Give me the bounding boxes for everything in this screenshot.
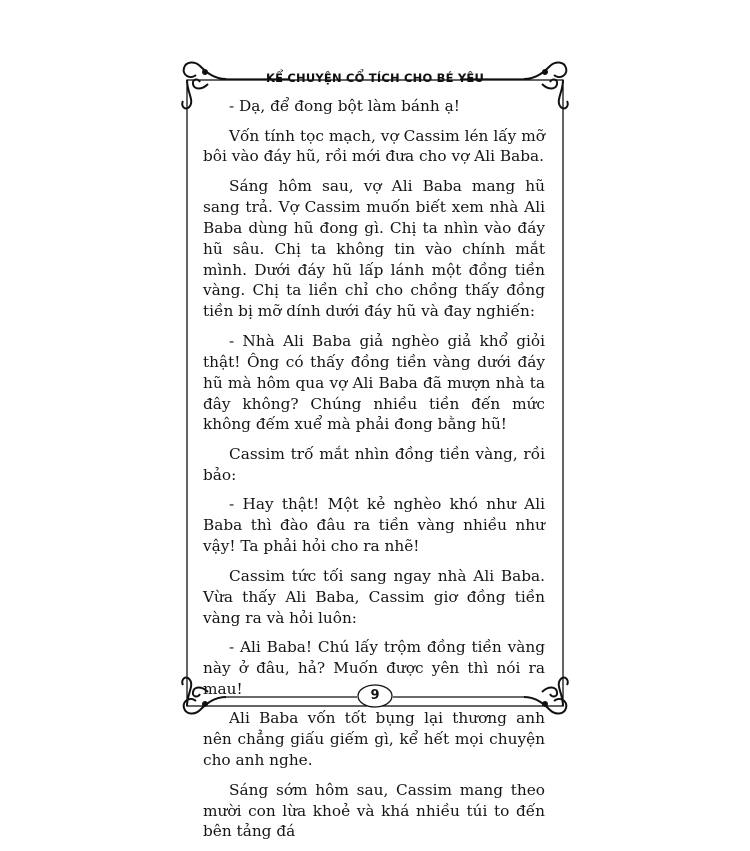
paragraph: - Dạ, để đong bột làm bánh ạ! <box>229 97 460 115</box>
paragraph: Sáng hôm sau, vợ Ali Baba mang hũ sang trả. Vợ Cassim muốn biết xem nhà Ali Baba dùng hũ đong gì. Chị ta nhìn vào đáy hũ sâu. Chị ta không tin vào chính mắt mình. Dưới đáy hũ lấp lánh một đồng tiền vàng. Chị ta liền chỉ cho chồng thấy đồng tiền bị mỡ dính dưới đáy hũ và đay nghiến: <box>203 176 545 321</box>
paragraph: Ali Baba vốn tốt bụng lại thương anh nên chẳng giấu giếm gì, kể hết mọi chuyện cho anh nghe. <box>203 709 545 770</box>
paragraph: - Nhà Ali Baba giả nghèo giả khổ giỏi thật! Ông có thấy đồng tiền vàng dưới đáy hũ mà hôm qua vợ Ali Baba đã mượn nhà ta đây không? Chúng nhiều tiền đến mức không đếm xuể mà phải đong bằng hũ! <box>203 331 545 434</box>
page-number: 9 <box>370 688 380 703</box>
paragraph: - Ali Baba! Chú lấy trộm đồng tiền vàng này ở đâu, hả? Muốn được yên thì nói ra mau! <box>203 638 545 698</box>
paragraph: Cassim tức tối sang ngay nhà Ali Baba. Vừa thấy Ali Baba, Cassim giơ đồng tiền vàng ra và hỏi luôn: <box>203 566 545 627</box>
paragraph: Vốn tính tọc mạch, vợ Cassim lén lấy mỡ bôi vào đáy hũ, rồi mới đưa cho vợ Ali Baba. <box>203 126 545 166</box>
paragraph: Cassim trố mắt nhìn đồng tiền vàng, rồi bảo: <box>203 444 545 484</box>
story-text <box>203 96 545 851</box>
running-header: KỂ CHUYỆN CỔ TÍCH CHO BÉ YÊU <box>266 71 484 85</box>
paragraph: Sáng sớm hôm sau, Cassim mang theo mười con lừa khoẻ và khá nhiều túi to đến bên tảng đá <box>203 780 545 841</box>
paragraph: - Hay thật! Một kẻ nghèo khó như Ali Baba thì đào đâu ra tiền vàng nhiều như vậy! Ta phải hỏi cho ra nhẽ! <box>203 495 545 556</box>
